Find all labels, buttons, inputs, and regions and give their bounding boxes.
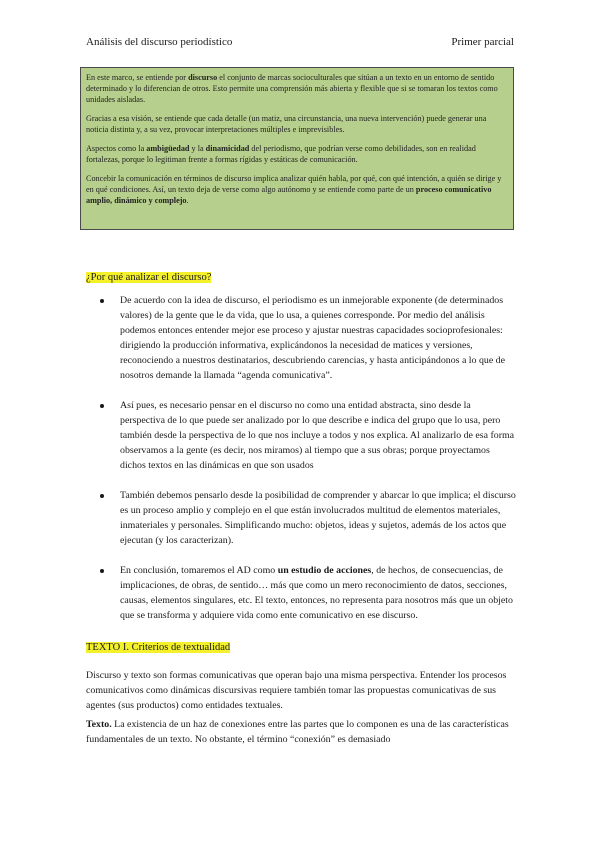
header-title: Análisis del discurso periodístico xyxy=(86,36,233,48)
bullet-list xyxy=(86,293,516,638)
bullet-dot-icon xyxy=(100,494,104,498)
box-paragraph-2: Gracias a esa visión, se entiende que cada detalle (un matiz, una circunstancia, una nueva intervención) puede generar una noticia distinta y, a su vez, provocar interpretaciones múltiples e imprevisibles. xyxy=(86,114,487,134)
box-paragraph-4: Concebir la comunicación en términos de discurso implica analizar quién habla, por qué, con qué intención, a quién se dirige y en qué condiciones. Así, un texto deja de verse como algo autónomo y se entiende como parte de un proceso comunicativo amplio, dinámico y complejo. xyxy=(86,174,502,205)
bullet-dot-icon xyxy=(100,299,104,303)
paragraph-discourse-text: Discurso y texto son formas comunicativas que operan bajo una misma perspectiva. Entender los procesos comunicativos como dinámicas discursivas requiere también tomar las propuestas comunicativas de sus agentes (sus productos) como entidades textuales. xyxy=(86,670,507,711)
bullet-item: Así pues, es necesario pensar en el discurso no como una entidad abstracta, sino desde la perspectiva de lo que puede ser analizado por lo que describe e indica del grupo que lo usa, pero también desde la perspectiva de lo que nos incluye a todos y nos explica. Al analizarlo de esa forma observamos a la gente (es decir, nos miramos) al tiempo que a sus obras; porque proyectamos dichos textos en las dinámicas en que son usados xyxy=(86,398,516,473)
section-heading-textuality: TEXTO I. Criterios de textualidad xyxy=(86,642,231,653)
paragraph-text-definition: Texto. La existencia de un haz de conexiones entre las partes que lo componen es una de las características fundamentales de un texto. No obstante, el término “conexión” es demasiado xyxy=(86,719,509,745)
bullet-dot-icon xyxy=(100,569,104,573)
page-header xyxy=(86,36,514,52)
bullet-dot-icon xyxy=(100,404,104,408)
box-paragraph-1: En este marco, se entiende por discurso el conjunto de marcas socioculturales que sitúan a un texto en un entorno de sentido determinado y lo diferencian de otros. Esto permite una comprensión más abierta y flexible que si se tomaran los textos como unidades aisladas. xyxy=(86,73,498,104)
box-paragraph-3: Aspectos como la ambigüedad y la dinamicidad del periodismo, que podrían verse como debilidades, son en realidad fortalezas, porque lo legitiman frente a formas rígidas y estáticas de comunicación. xyxy=(86,144,476,164)
bullet-item: En conclusión, tomaremos el AD como un estudio de acciones, de hechos, de consecuencias, de implicaciones, de obras, de sentido… más que como un mero reconocimiento de datos, secciones, causas, elementos singulares, etc. El texto, entonces, no representa para nosotros más que un objeto que se transforma y adquiere vida como ente comunicativo en ese discurso. xyxy=(86,563,516,623)
header-section: Primer parcial xyxy=(451,36,514,48)
summary-box xyxy=(80,67,514,230)
section-heading-why: ¿Por qué analizar el discurso? xyxy=(86,272,212,283)
bullet-item: De acuerdo con la idea de discurso, el periodismo es un inmejorable exponente (de determinados valores) de la gente que le da vida, que lo usa, a quienes corresponde. Por medio del análisis podemos entonces entender mejor ese proceso y ajustar nuestras capacidades socioprofesionales: dirigiendo la producción informativa, explicándonos la necesidad de matices y versiones, reconociendo a nuestros destinatarios, descubriendo carencias, y hasta anticipándonos a lo que de nosotros demande la llamada “agenda comunicativa”. xyxy=(86,293,516,383)
bullet-item: También debemos pensarlo desde la posibilidad de comprender y abarcar lo que implica; el discurso es un proceso amplio y complejo en el que están involucrados multitud de elementos materiales, inmateriales y personales. Simplificando mucho: objetos, ideas y sujetos, además de los actos que ejecutan (y los caracterizan). xyxy=(86,488,516,548)
